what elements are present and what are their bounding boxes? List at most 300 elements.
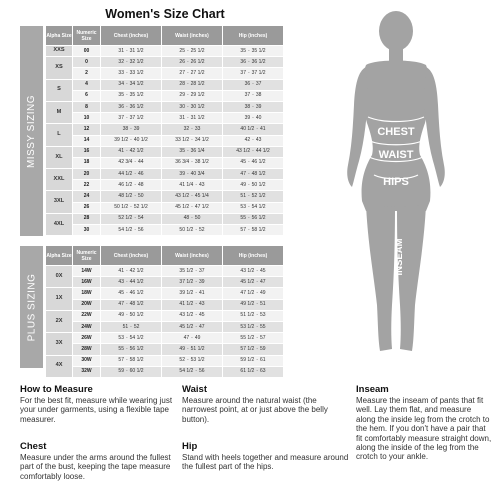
numeric-size-cell: 24: [73, 191, 100, 201]
chest-min-value: 50 1/2: [114, 204, 129, 211]
hip-min-value: 49: [240, 181, 246, 188]
numeric-size-cell: 20W: [73, 300, 100, 310]
hip-max-value: 52 1/2: [251, 193, 266, 200]
waist-max-value: 28 1/2: [190, 81, 205, 88]
table-row: [46, 57, 283, 67]
chest-range-cell: [101, 300, 161, 310]
waist-range-cell: [162, 136, 222, 146]
numeric-size-cell: 30W: [73, 356, 100, 366]
range-separator: -: [247, 170, 250, 177]
hip-min-value: 55: [240, 215, 246, 222]
waist-range-cell: [162, 180, 222, 190]
waist-min-value: 48: [183, 215, 190, 222]
table-row: [46, 277, 283, 287]
alpha-size-cell: M: [46, 102, 72, 123]
how-to-measure-text: For the best fit, measure while wearing just your under garments, using a flexible tape measurer.: [20, 396, 173, 424]
waist-min-value: 31: [179, 114, 185, 121]
waist-max-value: 43: [199, 181, 205, 188]
hip-min-value: 51: [240, 193, 246, 200]
header-waist: Waist (inches): [162, 246, 222, 265]
range-separator: -: [247, 215, 250, 222]
chest-text: Measure under the arms around the fullest part of the bust, keeping the tape measure comfortably loose.: [20, 453, 171, 481]
waist-min-value: 45 1/2: [179, 323, 194, 330]
chest-min-value: 53: [118, 334, 124, 341]
waist-range-cell: [162, 147, 222, 157]
header-hip: Hip (inches): [223, 26, 283, 45]
waist-max-value: 26 1/2: [190, 58, 205, 65]
hip-range-cell: [223, 102, 283, 112]
hip-max-value: 54 1/2: [251, 204, 266, 211]
range-separator: -: [125, 92, 128, 99]
waist-max-value: 52: [199, 226, 205, 233]
range-separator: -: [191, 159, 193, 166]
hip-range-cell: [223, 356, 283, 366]
hip-range-cell: [223, 68, 283, 78]
body-silhouette-illustration: [322, 5, 470, 365]
chest-max-value: 32 1/2: [129, 58, 144, 65]
plus-side-label-text: PLUS SIZING: [26, 273, 37, 341]
hip-min-value: 45 1/2: [240, 278, 255, 285]
numeric-size-cell: 20: [73, 169, 100, 179]
waist-max-value: 50: [194, 215, 201, 222]
chest-range-cell: [101, 113, 161, 123]
chest-range-cell: [101, 214, 161, 224]
hip-min-value: 57: [240, 226, 246, 233]
chest-min-value: 45: [118, 289, 124, 296]
hip-min-value: 49 1/2: [240, 301, 255, 308]
range-separator: -: [247, 181, 250, 188]
hip-range-cell: [223, 80, 283, 90]
waist-min-value: 49: [179, 345, 185, 352]
hip-range-cell: [223, 191, 283, 201]
waist-text: Measure around the natural waist (the narrowest point, at or just above the belly button).: [182, 396, 328, 424]
table-row: [46, 102, 283, 112]
hip-range-cell: [223, 124, 283, 134]
range-separator: -: [125, 368, 128, 375]
waist-max-value: 51 1/2: [190, 345, 205, 352]
inseam-text: Measure the inseam of pants that fit well. Lay them flat, and measure along the inside leg from the crotch to the hem. If you don't have a pair that fit comfortably measure straight down, along the inside of the leg from the crotch to your ankle.: [356, 396, 492, 462]
waist-max-value: 30 1/2: [190, 103, 205, 110]
chest-min-value: 48 1/2: [118, 193, 133, 200]
how-to-measure-title: How to Measure: [20, 384, 93, 395]
header-alpha-size: Alpha Size: [46, 246, 72, 265]
numeric-size-cell: 10: [73, 113, 100, 123]
chest-max-value: 58 1/2: [129, 357, 144, 364]
hip-range-cell: [223, 333, 283, 343]
numeric-size-cell: 8: [73, 102, 100, 112]
range-separator: -: [256, 345, 258, 352]
range-separator: -: [191, 193, 193, 200]
hip-range-cell: [223, 214, 283, 224]
table-row: [46, 80, 283, 90]
waist-max-value: 56: [199, 368, 205, 375]
hip-range-cell: [223, 158, 283, 168]
waist-min-value: 35: [179, 148, 185, 155]
chest-min-value: 43: [118, 278, 124, 285]
hip-min-value: 53 1/2: [240, 323, 255, 330]
waist-range-cell: [162, 288, 222, 298]
waist-max-value: 34 1/2: [194, 137, 209, 144]
range-separator: -: [247, 226, 250, 233]
waist-range-cell: [162, 102, 222, 112]
hip-max-value: 53: [260, 312, 266, 319]
range-separator: -: [186, 69, 189, 76]
range-separator: -: [247, 47, 250, 54]
range-separator: -: [252, 103, 254, 110]
range-separator: -: [125, 114, 128, 121]
waist-max-value: 49: [194, 334, 201, 341]
waist-range-cell: [162, 80, 222, 90]
hip-max-value: 40: [255, 114, 262, 121]
header-chest: Chest (inches): [101, 246, 161, 265]
chest-range-cell: [101, 344, 161, 354]
range-separator: -: [195, 323, 197, 330]
hip-min-value: 47 1/2: [240, 289, 255, 296]
waist-max-value: 53 1/2: [190, 357, 205, 364]
alpha-size-cell: 3X: [46, 333, 72, 354]
waist-max-value: 37: [199, 267, 205, 274]
waist-min-value: 45 1/2: [175, 204, 190, 211]
missy-side-label: [20, 26, 43, 236]
hip-min-value: 42: [244, 137, 251, 144]
waist-range-cell: [162, 277, 222, 287]
hip-title: Hip: [182, 441, 198, 452]
waist-range-cell: [162, 68, 222, 78]
chest-min-value: 41: [118, 267, 124, 274]
waist-range-cell: [162, 124, 222, 134]
chest-max-value: 52: [133, 323, 140, 330]
hip-max-value: 63: [260, 368, 266, 375]
hip-range-cell: [223, 169, 283, 179]
waist-max-value: 27 1/2: [190, 69, 205, 76]
hip-range-cell: [223, 136, 283, 146]
table-row: [46, 180, 283, 190]
hip-min-value: 38: [244, 103, 251, 110]
inseam-section: [356, 384, 492, 462]
range-separator: -: [134, 215, 136, 222]
chest-min-value: 49: [118, 312, 124, 319]
waist-max-value: 47 1/2: [194, 204, 209, 211]
table-row: [46, 322, 283, 332]
chest-min-value: 31: [118, 47, 124, 54]
waist-max-value: 40 3/4: [190, 170, 205, 177]
table-row: [46, 191, 283, 201]
range-separator: -: [125, 278, 128, 285]
numeric-size-cell: 18: [73, 158, 100, 168]
chest-max-value: 56 1/2: [129, 345, 144, 352]
waist-range-cell: [162, 333, 222, 343]
range-separator: -: [125, 58, 128, 65]
hip-max-value: 36 1/2: [251, 58, 266, 65]
range-separator: -: [186, 345, 189, 352]
waist-max-value: 45 1/4: [194, 193, 209, 200]
alpha-size-cell: XXS: [46, 46, 72, 56]
range-separator: -: [186, 170, 189, 177]
hip-min-value: 47: [240, 170, 246, 177]
table-row: [46, 124, 283, 134]
hip-range-cell: [223, 288, 283, 298]
chest-max-value: 56: [138, 226, 144, 233]
chest-range-cell: [101, 80, 161, 90]
chest-max-value: 37 1/2: [129, 114, 144, 121]
range-separator: -: [256, 278, 258, 285]
chest-min-value: 35: [118, 92, 124, 99]
missy-side-label-text: MISSY SIZING: [26, 94, 37, 168]
chest-range-cell: [101, 124, 161, 134]
hip-min-value: 51 1/2: [240, 312, 255, 319]
chest-min-value: 57: [118, 357, 124, 364]
range-separator: -: [195, 278, 197, 285]
range-separator: -: [195, 301, 197, 308]
alpha-size-cell: 0X: [46, 266, 72, 287]
range-separator: -: [195, 368, 197, 375]
chest-min-value: 37: [118, 114, 124, 121]
chest-min-value: 38: [122, 125, 129, 132]
waist-min-value: 25: [179, 47, 185, 54]
range-separator: -: [247, 69, 250, 76]
waist-min-value: 47: [183, 334, 190, 341]
waist-max-value: 29 1/2: [190, 92, 205, 99]
hip-range-cell: [223, 367, 283, 377]
chest-range-cell: [101, 367, 161, 377]
alpha-size-cell: 2X: [46, 311, 72, 332]
chest-min-value: 36: [118, 103, 124, 110]
waist-range-cell: [162, 266, 222, 276]
header-numeric-size: Numeric Size: [73, 246, 100, 265]
chart-title: Women's Size Chart: [105, 7, 225, 21]
waist-section: [182, 384, 352, 424]
hip-range-cell: [223, 91, 283, 101]
table-row: [46, 158, 283, 168]
chest-range-cell: [101, 191, 161, 201]
numeric-size-cell: 26W: [73, 333, 100, 343]
chest-max-value: 44 1/2: [129, 278, 144, 285]
numeric-size-cell: 2: [73, 68, 100, 78]
hip-max-value: 35 1/2: [251, 47, 266, 54]
chest-max-value: 33 1/2: [129, 69, 144, 76]
hip-min-value: 37: [244, 92, 251, 99]
waist-range-cell: [162, 158, 222, 168]
hip-max-value: 47: [260, 278, 266, 285]
alpha-size-cell: 3XL: [46, 191, 72, 212]
chest-max-value: 52 1/2: [133, 204, 148, 211]
hip-text: Stand with heels together and measure around the fullest part of the hips.: [182, 453, 349, 472]
alpha-size-cell: L: [46, 124, 72, 145]
hip-range-cell: [223, 203, 283, 213]
hip-range-cell: [223, 277, 283, 287]
hip-max-value: 50 1/2: [251, 181, 266, 188]
waist-min-value: 29: [179, 92, 185, 99]
table-row: [46, 169, 283, 179]
range-separator: -: [125, 148, 128, 155]
range-separator: -: [195, 267, 197, 274]
hip-range-cell: [223, 57, 283, 67]
header-numeric-size: Numeric Size: [73, 26, 100, 45]
table-row: [46, 136, 283, 146]
table-row: [46, 214, 283, 224]
hip-max-value: 38: [255, 92, 262, 99]
alpha-size-cell: XL: [46, 147, 72, 168]
chest-min-value: 34: [118, 81, 124, 88]
hip-max-value: 51: [260, 301, 266, 308]
chest-max-value: 54 1/2: [129, 334, 144, 341]
chest-min-value: 32: [118, 58, 124, 65]
range-separator: -: [256, 357, 258, 364]
waist-min-value: 43 1/2: [175, 193, 190, 200]
waist-range-cell: [162, 214, 222, 224]
hip-min-value: 39: [244, 114, 251, 121]
range-separator: -: [195, 312, 197, 319]
numeric-size-cell: 26: [73, 203, 100, 213]
chest-min-value: 39 1/2: [114, 137, 129, 144]
chest-max-value: 44: [138, 159, 144, 166]
hip-min-value: 35: [240, 47, 246, 54]
hip-max-value: 59: [260, 345, 266, 352]
waist-min-value: 33 1/2: [175, 137, 190, 144]
waist-min-value: 43 1/2: [179, 312, 194, 319]
waist-range-cell: [162, 311, 222, 321]
hip-range-cell: [223, 266, 283, 276]
range-separator: -: [134, 226, 136, 233]
hip-max-value: 46 1/2: [251, 159, 266, 166]
hip-range-cell: [223, 300, 283, 310]
waist-min-value: 54 1/2: [179, 368, 194, 375]
waist-range-cell: [162, 322, 222, 332]
hip-max-value: 55: [260, 323, 266, 330]
alpha-size-cell: XXL: [46, 169, 72, 190]
alpha-size-cell: 4X: [46, 356, 72, 377]
waist-title: Waist: [182, 384, 207, 395]
chest-max-value: 40 1/2: [133, 137, 148, 144]
range-separator: -: [256, 312, 258, 319]
range-separator: -: [186, 58, 189, 65]
range-separator: -: [247, 159, 250, 166]
chest-min-value: 55: [118, 345, 124, 352]
waist-max-value: 31 1/2: [190, 114, 205, 121]
chest-range-cell: [101, 46, 161, 56]
chest-range-cell: [101, 225, 161, 235]
hip-min-value: 57 1/2: [240, 345, 255, 352]
range-separator: -: [125, 345, 128, 352]
hips-label: HIPS: [383, 176, 409, 188]
chest-label: CHEST: [377, 126, 415, 138]
range-separator: -: [125, 103, 128, 110]
hip-max-value: 37 1/2: [251, 69, 266, 76]
range-separator: -: [195, 226, 197, 233]
numeric-size-cell: 14: [73, 136, 100, 146]
hip-min-value: 40 1/2: [240, 125, 255, 132]
waist-range-cell: [162, 225, 222, 235]
waist-range-cell: [162, 344, 222, 354]
header-hip: Hip (inches): [223, 246, 283, 265]
hip-min-value: 45: [240, 159, 246, 166]
hip-max-value: 57: [260, 334, 266, 341]
waist-max-value: 36 1/4: [190, 148, 205, 155]
alpha-size-cell: XS: [46, 57, 72, 78]
hip-range-cell: [223, 344, 283, 354]
waist-min-value: 41 1/2: [179, 301, 194, 308]
range-separator: -: [256, 368, 258, 375]
chest-max-value: 42 1/2: [129, 267, 144, 274]
waist-min-value: 26: [179, 58, 185, 65]
waist-min-value: 35 1/2: [179, 267, 194, 274]
waist-min-value: 39: [179, 170, 185, 177]
hip-min-value: 55 1/2: [240, 334, 255, 341]
numeric-size-cell: 28: [73, 214, 100, 224]
chest-range-cell: [101, 266, 161, 276]
numeric-size-cell: 22W: [73, 311, 100, 321]
hip-section: [182, 441, 352, 472]
chest-range-cell: [101, 136, 161, 146]
range-separator: -: [186, 103, 189, 110]
hip-max-value: 39: [255, 103, 262, 110]
alpha-size-cell: 1X: [46, 288, 72, 309]
numeric-size-cell: 24W: [73, 322, 100, 332]
hip-min-value: 36: [244, 81, 251, 88]
waist-range-cell: [162, 57, 222, 67]
table-row: [46, 344, 283, 354]
table-row: [46, 46, 283, 56]
hip-max-value: 41: [260, 125, 266, 132]
range-separator: -: [125, 267, 128, 274]
range-separator: -: [256, 125, 258, 132]
range-separator: -: [256, 323, 258, 330]
chest-min-value: 47: [118, 301, 124, 308]
hip-range-cell: [223, 147, 283, 157]
chest-max-value: 46 1/2: [129, 289, 144, 296]
header-alpha-size: Alpha Size: [46, 26, 72, 45]
numeric-size-cell: 16W: [73, 277, 100, 287]
numeric-size-cell: 30: [73, 225, 100, 235]
chest-max-value: 39: [133, 125, 140, 132]
chest-range-cell: [101, 57, 161, 67]
numeric-size-cell: 32W: [73, 367, 100, 377]
hip-min-value: 53: [240, 204, 246, 211]
hip-range-cell: [223, 180, 283, 190]
hip-max-value: 45: [260, 267, 266, 274]
numeric-size-cell: 0: [73, 57, 100, 67]
numeric-size-cell: 4: [73, 80, 100, 90]
hip-range-cell: [223, 225, 283, 235]
chest-range-cell: [101, 356, 161, 366]
table-row: [46, 225, 283, 235]
range-separator: -: [125, 312, 128, 319]
alpha-size-cell: 4XL: [46, 214, 72, 235]
chest-min-value: 52 1/2: [118, 215, 133, 222]
hip-range-cell: [223, 311, 283, 321]
range-separator: -: [186, 114, 189, 121]
numeric-size-cell: 28W: [73, 344, 100, 354]
range-separator: -: [134, 193, 136, 200]
waist-range-cell: [162, 191, 222, 201]
header-chest: Chest (inches): [101, 26, 161, 45]
waist-range-cell: [162, 356, 222, 366]
range-separator: -: [186, 47, 189, 54]
chest-max-value: 50: [138, 193, 144, 200]
range-separator: -: [247, 204, 250, 211]
numeric-size-cell: 22: [73, 180, 100, 190]
waist-min-value: 30: [179, 103, 185, 110]
chest-range-cell: [101, 333, 161, 343]
table-row: [46, 266, 283, 276]
hip-min-value: 37: [240, 69, 246, 76]
hip-min-value: 36: [240, 58, 246, 65]
hip-range-cell: [223, 322, 283, 332]
table-row: [46, 311, 283, 321]
chest-range-cell: [101, 169, 161, 179]
numeric-size-cell: 6: [73, 91, 100, 101]
chest-max-value: 48 1/2: [129, 301, 144, 308]
